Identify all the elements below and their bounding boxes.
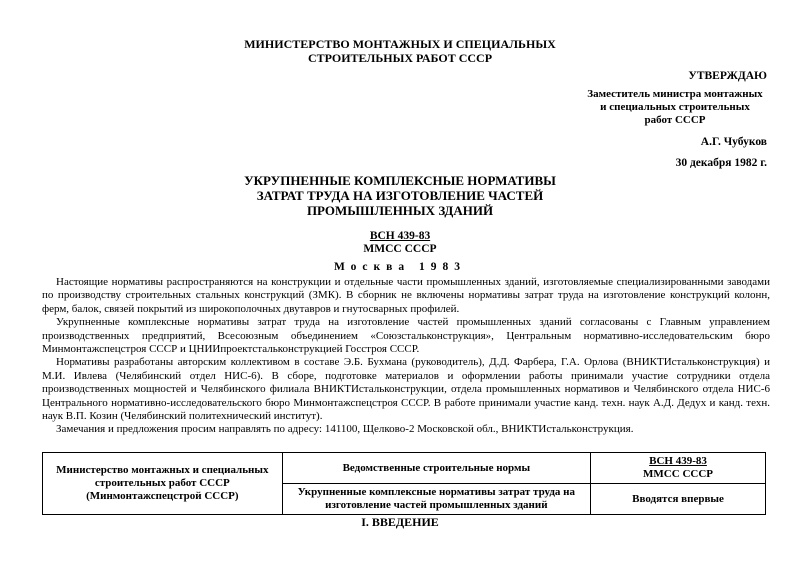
title-line-1: УКРУПНЕННЫЕ КОМПЛЕКСНЫЕ НОРМАТИВЫ: [244, 173, 556, 188]
norm-title-line-2: изготовление частей промышленных зданий: [325, 499, 548, 511]
paragraph: Замечания и предложения просим направлять по адресу: 141100, Щелково-2 Московской обл., ВНИКТИстальконструкция.: [56, 423, 634, 436]
norm-type-cell: Ведомственные строительные нормы: [282, 453, 590, 484]
paragraph: Укрупненные комплексные нормативы затрат труда на изготовление частей промышленных зданий согласованы с Главным управлением производственных предприятий, Всесоюзным объединением «Союзстальконструкция», Центральным нормативно-исследовательским бюро Минмонтажспецстроя СССР и ЦНИИпроектстальконструкцией Госстроя СССР.: [42, 316, 770, 356]
approval-signatory: А.Г. Чубуков: [700, 136, 767, 148]
ministry-line-1: МИНИСТЕРСТВО МОНТАЖНЫХ И СПЕЦИАЛЬНЫХ: [244, 37, 556, 51]
ministry-header: [210, 37, 590, 65]
org-line-1: Министерство монтажных и специальных: [56, 464, 269, 476]
status-cell: Вводятся впервые: [591, 484, 766, 515]
approval-position-line-3: работ СССР: [644, 114, 706, 126]
document-code: ВСН 439-83: [369, 230, 431, 242]
document-org: ММСС СССР: [363, 243, 437, 255]
org-line-2: строительных работ СССР: [94, 477, 230, 489]
section-heading: I. ВВЕДЕНИЕ: [361, 515, 439, 529]
title-line-3: ПРОМЫШЛЕННЫХ ЗДАНИЙ: [306, 203, 494, 218]
approval-heading: УТВЕРЖДАЮ: [688, 70, 767, 82]
approval-position-line-1: Заместитель министра монтажных: [587, 88, 763, 100]
body-text: [42, 276, 770, 437]
norm-title-cell: [282, 484, 590, 515]
code-cell-org: ММСС СССР: [643, 468, 713, 480]
approval-date: 30 декабря 1982 г.: [675, 157, 767, 169]
approval-position-line-2: и специальных строительных: [600, 101, 750, 113]
ministry-line-2: СТРОИТЕЛЬНЫХ РАБОТ СССР: [307, 51, 493, 65]
document-title: [180, 173, 620, 218]
document-header-table: [42, 452, 766, 515]
org-line-3: (Минмонтажспецстрой СССР): [86, 490, 239, 502]
org-cell: [43, 453, 283, 515]
title-line-2: ЗАТРАТ ТРУДА НА ИЗГОТОВЛЕНИЕ ЧАСТЕЙ: [256, 188, 544, 203]
code-cell: [591, 453, 766, 484]
paragraph: Настоящие нормативы распространяются на конструкции и отдельные части промышленных зданий, изготовляемые специализированными заводами по производству строительных стальных конструкций (ЗМК). В сборник не включены нормативы затрат труда на изготовление конструкций колонн, ферм, балок, связей покрытий из широкополочных двутавров и гнутосварных профилей.: [42, 276, 770, 315]
code-cell-number: ВСН 439-83: [649, 455, 707, 467]
norm-title-line-1: Укрупненные комплексные нормативы затрат труда на: [297, 486, 576, 498]
city-year: Москва 1983: [333, 261, 467, 273]
paragraph: Нормативы разработаны авторским коллективом в составе Э.Б. Бухмана (руководитель), Д.Д. Фарбера, Г.А. Орлова (ВНИКТИстальконструкция) и М.И. Ивлева (Челябинский отдел НИС-6). В сборе, подготовке материалов и оформлении работы принимали участие сотрудники отдела производственных мощностей и Челябинского филиала ВНИКТИстальконструкции, отдела промышленных нормативов и Челябинского отдела НИС-6 Центрального нормативно-исследовательского бюро Минмонтажспецстроя СССР. В работе принимали участие канд. техн. наук А.Д. Дедух и канд. техн. наук В.П. Козин (Челябинский политехнический институт).: [42, 356, 770, 423]
approval-position: [585, 88, 765, 127]
